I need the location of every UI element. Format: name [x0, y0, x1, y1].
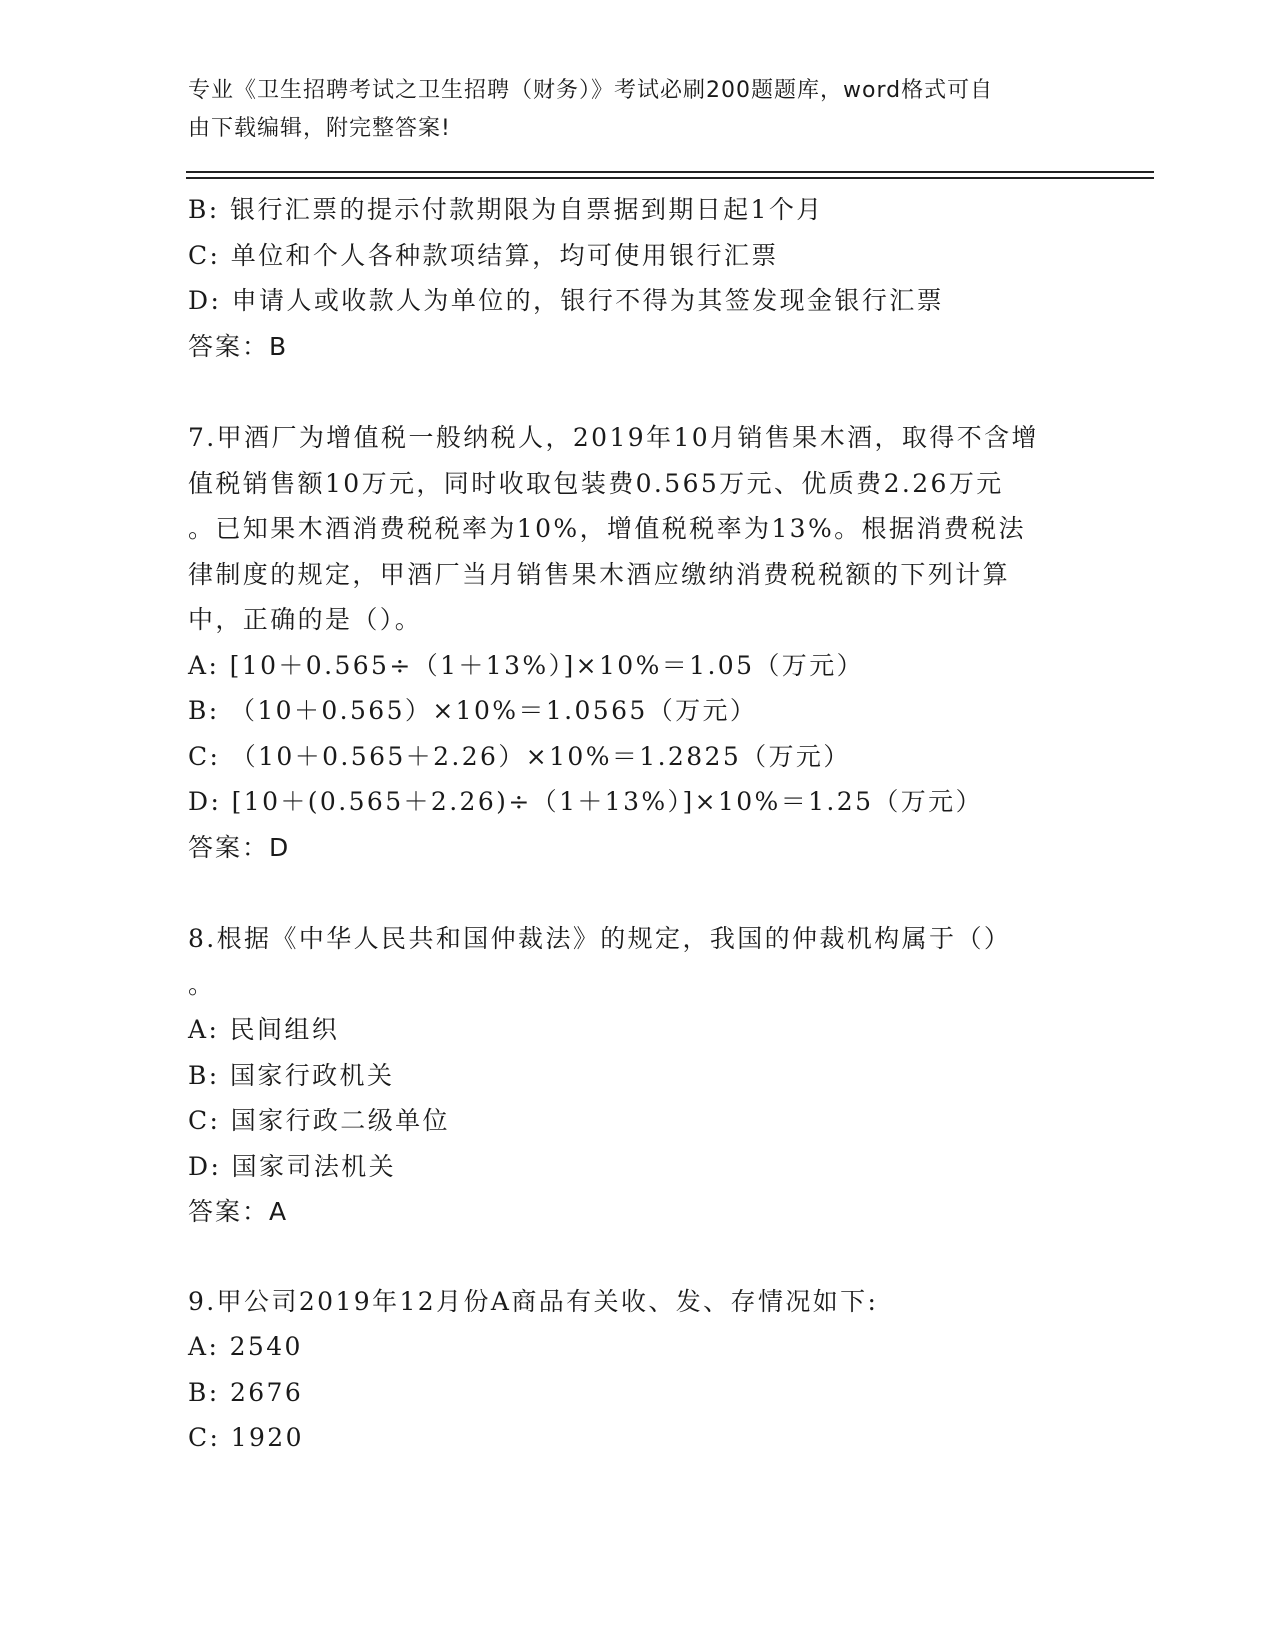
question-6-continued — [188, 187, 1088, 369]
document-body — [188, 187, 1088, 1461]
option-d: D: 国家司法机关 — [188, 1151, 397, 1181]
header-line-2: 由下载编辑，附完整答案! — [188, 116, 451, 141]
option-c: C: 1920 — [188, 1423, 304, 1452]
question-gap — [188, 870, 1088, 916]
option-d: D: [10＋(0.565＋2.26)÷（1＋13%）]×10%＝1.25（万元） — [188, 787, 983, 816]
option-b: B: （10＋0.565）×10%＝1.0565（万元） — [188, 696, 758, 725]
question-stem-line: 值税销售额10万元，同时收取包装费0.565万元、优质费2.26万元 — [188, 468, 1004, 498]
question-8 — [188, 916, 1088, 1235]
question-stem-line: 9.甲公司2019年12月份A商品有关收、发、存情况如下: — [188, 1286, 879, 1316]
answer-line: 答案：A — [188, 1197, 289, 1226]
option-c: C: 国家行政二级单位 — [188, 1106, 450, 1135]
question-stem-line: 律制度的规定，甲酒厂当月销售果木酒应缴纳消费税税额的下列计算 — [188, 559, 1011, 589]
option-a: A: [10＋0.565÷（1＋13%）]×10%＝1.05（万元） — [188, 650, 865, 680]
header-line-1: 专业《卫生招聘考试之卫生招聘（财务）》考试必刷200题题库，word格式可自 — [188, 78, 994, 103]
option-b: B: 银行汇票的提示付款期限为自票据到期日起1个月 — [188, 195, 824, 224]
question-stem-line: 。已知果木酒消费税税率为10%，增值税税率为13%。根据消费税法 — [188, 514, 1026, 543]
header-divider-bottom — [186, 177, 1154, 179]
option-b: B: 2676 — [188, 1377, 304, 1407]
question-9 — [188, 1279, 1088, 1461]
document-header — [188, 72, 1068, 148]
header-divider-top — [186, 171, 1154, 173]
question-gap — [188, 369, 1088, 415]
option-a: A: 2540 — [188, 1332, 303, 1361]
option-c: C: 单位和个人各种款项结算，均可使用银行汇票 — [188, 240, 779, 270]
question-stem-line: 。 — [188, 969, 216, 999]
question-stem-line: 7.甲酒厂为增值税一般纳税人，2019年10月销售果木酒，取得不含增 — [188, 423, 1039, 452]
question-gap — [188, 1235, 1088, 1279]
option-b: B: 国家行政机关 — [188, 1060, 395, 1090]
option-c: C: （10＋0.565＋2.26）×10%＝1.2825（万元） — [188, 741, 851, 771]
answer-line: 答案：B — [188, 331, 289, 361]
question-7 — [188, 415, 1088, 870]
option-d: D: 申请人或收款人为单位的，银行不得为其签发现金银行汇票 — [188, 286, 945, 315]
option-a: A: 民间组织 — [188, 1015, 340, 1044]
answer-line: 答案：D — [188, 832, 291, 862]
question-stem-line: 中，正确的是（）。 — [188, 605, 423, 634]
question-stem-line: 8.根据《中华人民共和国仲裁法》的规定，我国的仲裁机构属于（） — [188, 924, 1012, 953]
